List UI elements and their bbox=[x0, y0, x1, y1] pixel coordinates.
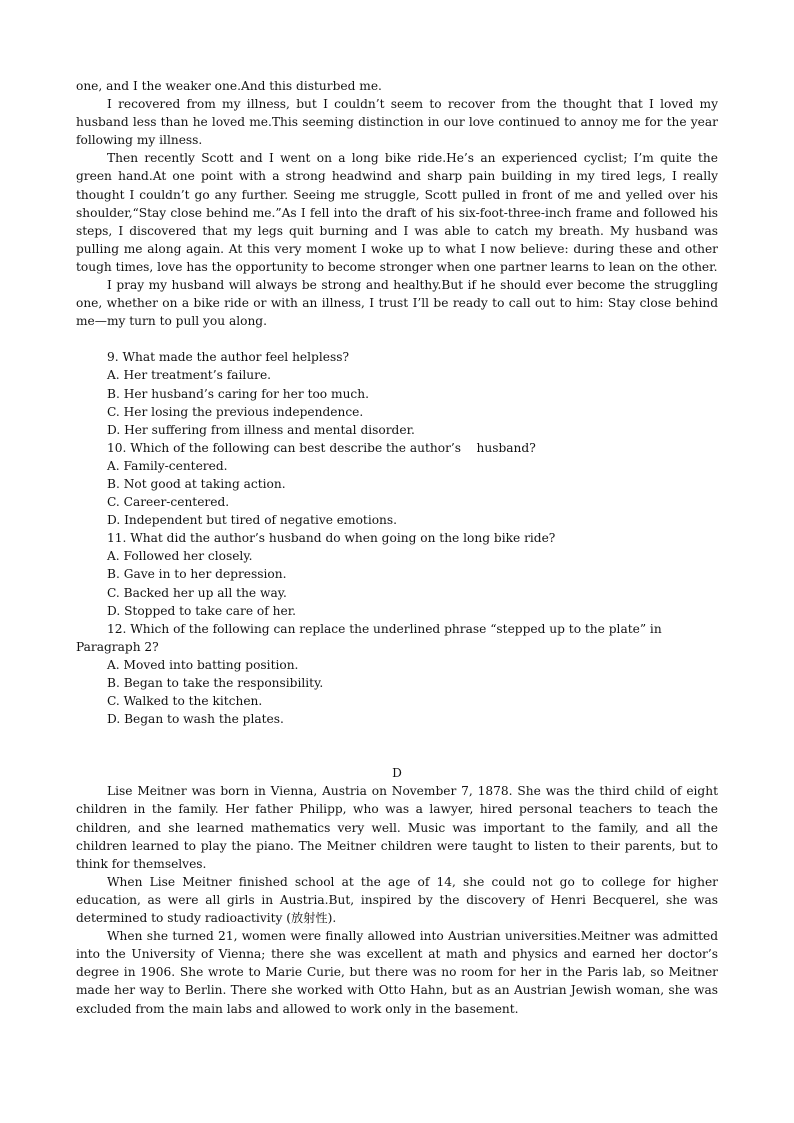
question-option: A. Followed her closely. bbox=[107, 549, 253, 564]
question-option: B. Her husband’s caring for her too much. bbox=[107, 386, 369, 401]
question-option: B. Not good at taking action. bbox=[107, 476, 286, 491]
passage-c-paragraph: I pray my husband will always be strong and healthy.But if he should ever become the struggling one, whether on a bike ride or with an illness, I trust I’ll be ready to call out to him: Stay close behind me—my turn to pull you along. bbox=[76, 278, 718, 329]
question-option: A. Her treatment’s failure. bbox=[107, 368, 272, 383]
passage-c-paragraph: I recovered from my illness, but I couldn’t seem to recover from the thought that I loved my husband less than he loved me.This seeming distinction in our love continued to annoy me for the year following my illness. bbox=[76, 97, 718, 148]
question-stem: 12. Which of the following can replace the underlined phrase “stepped up to the plate” in Paragraph 2? bbox=[76, 621, 662, 654]
question-option: C. Backed her up all the way. bbox=[107, 585, 287, 600]
question-stem: 10. Which of the following can best describe the author’s husband? bbox=[107, 440, 536, 455]
question-stem: 9. What made the author feel helpless? bbox=[107, 350, 349, 365]
passage-c-paragraph: Then recently Scott and I went on a long bike ride.He’s an experienced cyclist; I’m quite the green hand.At one point with a strong headwind and sharp pain building in my tired legs, I really thought I couldn’t go any further. Seeing me struggle, Scott pulled in front of me and yelled over his shoulder,“Stay close behind me.”As I fell into the draft of his six-foot-three-inch frame and followed his steps, I discovered that my legs quit burning and I was able to catch my breath. My husband was pulling me along again. At this very moment I woke up to what I now believe: during these and other tough times, love has the opportunity to become stronger when one partner learns to lean on the other. bbox=[76, 151, 718, 274]
question-stem: 11. What did the author’s husband do when going on the long bike ride? bbox=[107, 531, 556, 546]
question-option: C. Her losing the previous independence. bbox=[107, 404, 364, 419]
spacer bbox=[76, 728, 718, 764]
question-11 bbox=[76, 529, 718, 619]
spacer bbox=[76, 330, 718, 348]
document-page bbox=[76, 77, 718, 1018]
question-option: B. Began to take the responsibility. bbox=[107, 676, 324, 690]
question-option: A. Moved into batting position. bbox=[107, 657, 299, 672]
question-option: C. Career-centered. bbox=[107, 495, 230, 510]
question-option: D. Stopped to take care of her. bbox=[107, 603, 297, 618]
passage-d-paragraph: When Lise Meitner finished school at the age of 14, she could not go to college for higher education, as were all girls in Austria.But, inspired by the discovery of Henri Becquerel, she was determined to study radioactivity (放射性). bbox=[76, 874, 718, 926]
passage-c-paragraph: one, and I the weaker one.And this disturbed me. bbox=[76, 79, 382, 93]
passage-d-paragraph: Lise Meitner was born in Vienna, Austria on November 7, 1878. She was the third child of eight children in the family. Her father Philipp, who was a lawyer, hired personal teachers to teach the children, and she learned mathematics very well. Music was important to the family, and all the children learned to play the piano. The Meitner children were taught to listen to their parents, but to think for themselves. bbox=[76, 784, 718, 871]
passage-d-paragraph: When she turned 21, women were finally allowed into Austrian universities.Meitner was admitted into the University of Vienna; there she was excellent at math and physics and earned her doctor’s degree in 1906. She wrote to Marie Curie, but there was no room for her in the Paris lab, so Meitner made her way to Berlin. There she worked with Otto Hahn, but as an Austrian Jewish woman, she was excluded from the main labs and allowed to work only in the basement. bbox=[76, 929, 718, 1016]
question-option: D. Her suffering from illness and mental disorder. bbox=[107, 422, 415, 437]
question-12 bbox=[76, 620, 718, 729]
question-9 bbox=[76, 348, 718, 438]
question-option: A. Family-centered. bbox=[107, 458, 228, 473]
section-title: D bbox=[392, 766, 402, 781]
question-option: B. Gave in to her depression. bbox=[107, 567, 287, 582]
question-option: C. Walked to the kitchen. bbox=[107, 694, 263, 709]
question-10 bbox=[76, 439, 718, 529]
question-option: D. Began to wash the plates. bbox=[107, 712, 284, 727]
question-option: D. Independent but tired of negative emotions. bbox=[107, 513, 398, 528]
